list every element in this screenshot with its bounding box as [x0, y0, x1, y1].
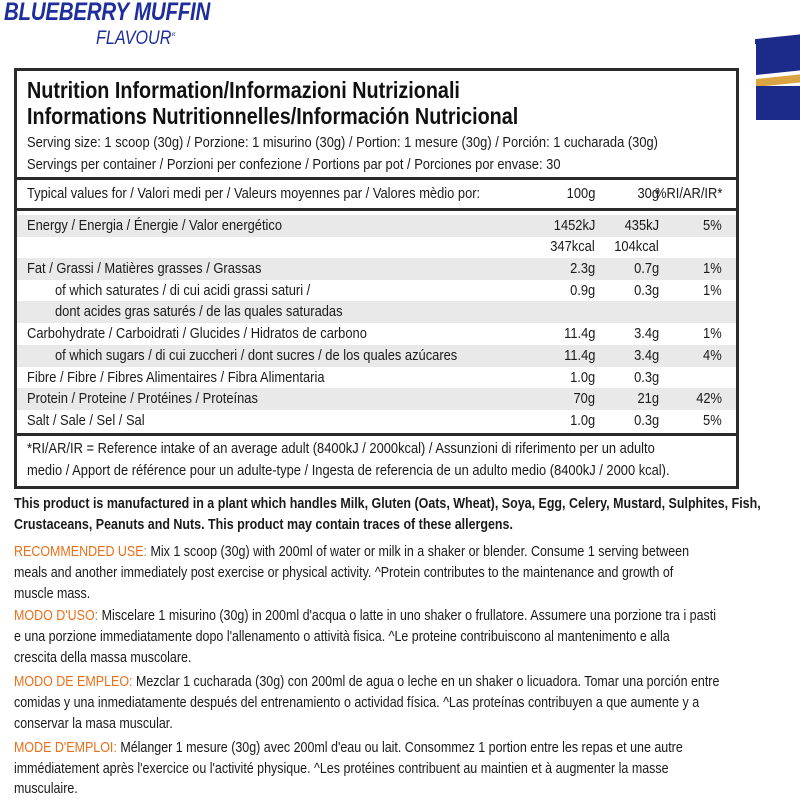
- usage-it-line-1: MODO D'USO: Miscelare 1 misurino (30g) in 200ml d'acqua o latte in uno shaker o frullatore. Assumere una porzione tra i pasti: [14, 608, 717, 624]
- usage-it-line-2: e una porzione immediatamente dopo l'allenamento o attività fisica. ^Le proteine contribuiscono al mantenimento e alla: [14, 629, 670, 645]
- servings-per-container: Servings per container / Porzioni per confezione / Portions par pot / Porciones por envase: 30: [27, 156, 561, 173]
- nutrition-heading-1: Nutrition Information/Informazioni Nutrizionali: [27, 77, 460, 103]
- nutrition-table: [14, 68, 739, 489]
- divider: [17, 433, 736, 436]
- usage-fr-line-2: immédiatement après l'exercice ou l'activité physique. ^Les protéines contribuent au maintien et à augmenter la masse: [14, 761, 669, 777]
- divider: [17, 177, 736, 180]
- table-row: of which saturates / di cui acidi grassi saturi / 0.9g 0.3g 1%: [55, 282, 722, 299]
- usage-fr-label: MODE D'EMPLOI:: [14, 740, 117, 756]
- table-row: 347kcal 104kcal: [550, 238, 659, 255]
- table-row: Carbohydrate / Carboidrati / Glucides / Hidratos de carbono 11.4g 3.4g 1%: [27, 325, 722, 342]
- footnote-line-2: medio / Apport de référence pour un adulte-type / Ingesta de referencia de un adulto medio (8400kJ / 2000 kcal).: [27, 462, 670, 479]
- usage-en-label: RECOMMENDED USE:: [14, 544, 148, 560]
- footnote-line-1: *RI/AR/IR = Reference intake of an average adult (8400kJ / 2000kcal) / Assunzioni di riferimento per un adulto: [27, 440, 655, 457]
- nutrition-heading-2: Informations Nutritionnelles/Información Nutricional: [27, 103, 519, 129]
- usage-it-line-3: crescita della massa muscolare.: [14, 650, 192, 666]
- table-row: Salt / Sale / Sel / Sal 1.0g 0.3g 5%: [27, 412, 722, 429]
- col-header-label: Typical values for / Valori medi per / Valeurs moyennes par / Valores mèdio por:: [27, 185, 481, 202]
- table-header-row: [17, 183, 736, 205]
- usage-es-label: MODO DE EMPLEO:: [14, 674, 133, 690]
- package-band-navy: [755, 33, 800, 75]
- usage-en-line-1: RECOMMENDED USE: Mix 1 scoop (30g) with 200ml of water or milk in a shaker or blender. Consume 1 serving between: [14, 544, 690, 560]
- table-row: of which sugars / di cui zuccheri / dont sucres / de los quales azúcares 11.4g 3.4g 4%: [17, 345, 736, 367]
- divider: [17, 208, 736, 211]
- usage-it-label: MODO D'USO:: [14, 608, 99, 624]
- usage-en-line-2: meals and another immediately post exercise or physical activity. ^Protein contributes to the maintenance and growth of: [14, 565, 674, 581]
- usage-es-line-2: comidas y una inmediatamente después del entrenamiento o actividad física. ^Las proteínas contribuyen a que aumente y a: [14, 695, 700, 711]
- allergen-line-2: Crustaceans, Peanuts and Nuts. This product may contain traces of these allergens.: [14, 517, 513, 533]
- usage-fr-line-1: MODE D'EMPLOI: Mélanger 1 mesure (30g) avec 200ml d'eau ou lait. Consommez 1 portion entre les repas et une autre: [14, 740, 683, 756]
- package-band-gold: [755, 73, 800, 87]
- table-row: dont acides gras saturés / de las quales saturadas: [17, 301, 736, 323]
- col-header-30g: 30g: [637, 185, 659, 202]
- serving-size: Serving size: 1 scoop (30g) / Porzione: 1 misurino (30g) / Portion: 1 mesure (30g) / Porción: 1 cucharada (30g): [27, 134, 658, 151]
- table-row: Fibre / Fibre / Fibres Alimentaires / Fibra Alimentaria 1.0g 0.3g: [27, 369, 659, 386]
- table-row: Protein / Proteine / Protéines / Proteínas 70g 21g 42%: [17, 388, 736, 410]
- flavour-subtitle: FLAVOUR«: [96, 28, 176, 49]
- flavour-mark: «: [171, 28, 176, 39]
- col-header-ri: %RI/AR/IR*: [654, 185, 722, 202]
- usage-es-line-3: conservar la masa muscular.: [14, 716, 173, 732]
- usage-en-line-3: muscle mass.: [14, 586, 91, 602]
- package-band-white: [755, 120, 800, 800]
- usage-fr-line-3: musculaire.: [14, 781, 78, 797]
- table-row: Fat / Grassi / Matières grasses / Grassas 2.3g 0.7g 1%: [17, 258, 736, 280]
- col-header-100g: 100g: [566, 185, 595, 202]
- table-row: Energy / Energia / Énergie / Valor energético 1452kJ 435kJ 5%: [17, 215, 736, 237]
- flavour-name: BLUEBERRY MUFFIN: [4, 0, 211, 26]
- usage-es-line-1: MODO DE EMPLEO: Mezclar 1 cucharada (30g) con 200ml de agua o leche en un shaker o licuadora. Tomar una porción entre: [14, 674, 720, 690]
- allergen-line-1: This product is manufactured in a plant which handles Milk, Gluten (Oats, Wheat), Soya, Egg, Celery, Mustard, Sulphites, Fish,: [14, 496, 761, 512]
